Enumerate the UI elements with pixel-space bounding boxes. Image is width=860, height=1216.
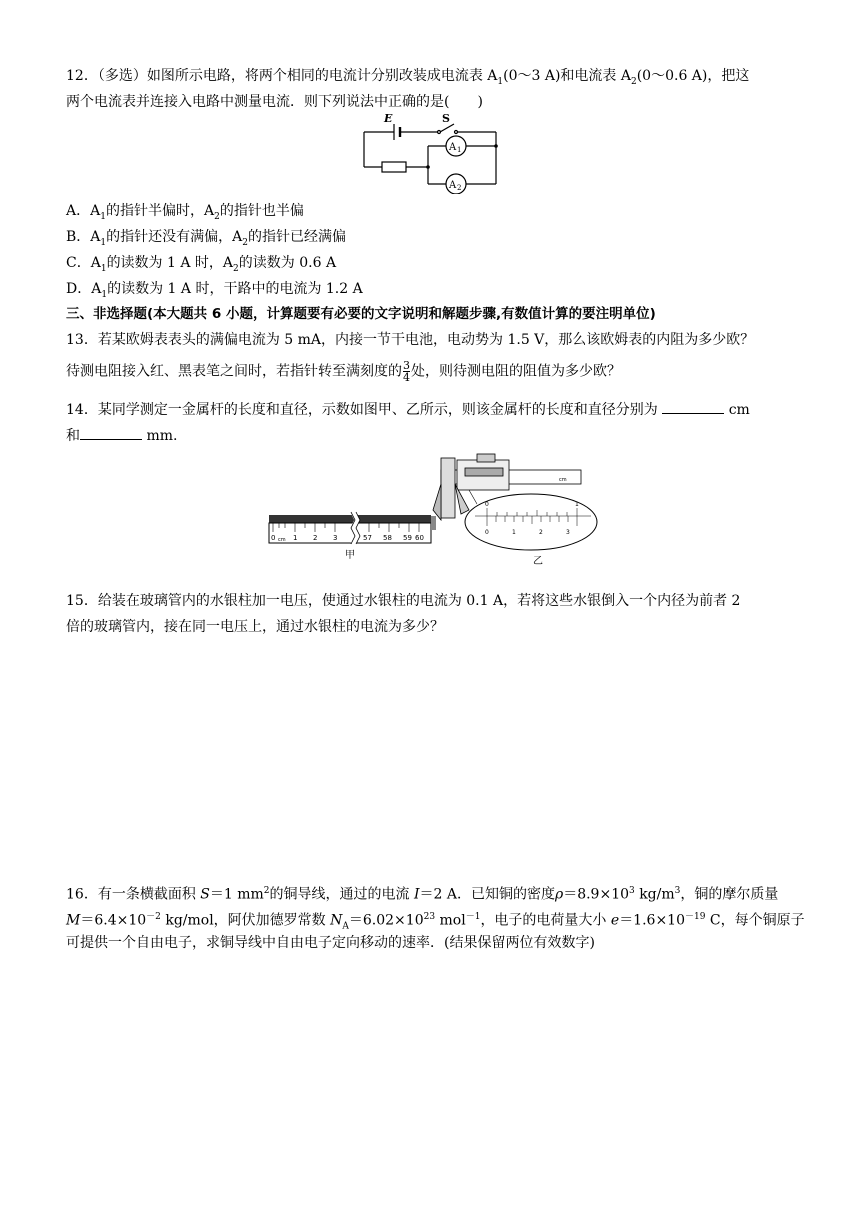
q15-line2: 倍的玻璃管内，接在同一电压上，通过水银柱的电流为多少？ (66, 619, 444, 635)
q12-option-a: A．$A_1$的指针半偏时，$A_2$的指针也半偏 (66, 203, 304, 222)
svg-text:57: 57 (363, 534, 372, 542)
label-A2: A (449, 180, 457, 191)
q12-option-b: B．$A_1$的指针还没有满偏，$A_2$的指针已经满偏 (66, 229, 346, 248)
label-A1: A (449, 142, 457, 153)
label-A1-sub: 1 (457, 146, 462, 154)
svg-text:0: 0 (485, 501, 489, 508)
q14-line1: 14．某同学测定一金属杆的长度和直径，示数如图甲、乙所示，则该金属杆的长度和直径分别为 cm (66, 402, 750, 418)
caliper-unit: cm (559, 477, 567, 483)
label-A2-sub: 2 (457, 184, 462, 192)
svg-text:2: 2 (539, 529, 543, 536)
section-three-heading: 三、非选择题(本大题共 6 小题，计算题要有必要的文字说明和解题步骤,有数值计算的要注明单位) (66, 306, 656, 322)
svg-text:1: 1 (293, 534, 298, 542)
q14-line2: 和 mm. (66, 428, 178, 444)
fraction-three-quarters: $\frac{3}{4}$ (403, 359, 410, 384)
label-yi: 乙 (533, 556, 543, 567)
svg-text:58: 58 (383, 534, 392, 542)
svg-text:1: 1 (575, 501, 579, 508)
svg-text:1: 1 (512, 529, 516, 536)
svg-text:60: 60 (415, 534, 424, 542)
svg-text:59: 59 (403, 534, 412, 542)
ruler-jia (269, 512, 436, 544)
svg-text:3: 3 (333, 534, 338, 542)
q12-option-c: C．$A_1$的读数为 1 A 时，$A_2$的读数为 0.6 A (66, 255, 337, 274)
circuit-diagram (360, 112, 510, 194)
q12-line2: 两个电流表并连接入电路中测量电流．则下列说法中正确的是( ) (66, 94, 483, 110)
label-jia: 甲 (345, 550, 355, 561)
svg-text:cm: cm (278, 537, 286, 543)
answer-blank-diameter[interactable] (80, 427, 142, 440)
svg-text:0: 0 (485, 529, 489, 536)
q16-line2: $M=6.4\times 10^{-2}$ kg/mol，阿伏加德罗常数 $N_A=6.02\times 10^{23}$ mol$^{-1}$，电子的电荷量大小 $e=1.6\times 10^{-19}$ C，每个铜原子 (66, 912, 805, 932)
q12-option-d: D．$A_1$的读数为 1 A 时，干路中的电流为 1.2 A (66, 281, 363, 300)
ruler-caliper-figure (265, 450, 605, 568)
svg-text:0: 0 (271, 534, 276, 542)
q16-line1: 16．有一条横截面积 S＝1 $mm^2$的铜导线，通过的电流 I＝2 A．已知铜的密度$\rho=8.9\times 10^3$ $kg/m^3$，铜的摩尔质量 (66, 886, 779, 903)
label-S: S (442, 112, 450, 125)
answer-blank-length[interactable] (662, 401, 724, 414)
label-E: E (384, 112, 393, 125)
svg-text:3: 3 (566, 529, 570, 536)
svg-text:2: 2 (313, 534, 318, 542)
q12-line1: 12．（多选）如图所示电路，将两个相同的电流计分别改装成电流表 $A_1(0\sim 3$ A)和电流表 $A_2(0\sim 0.6$ A)，把这 (66, 68, 750, 87)
q15-line1: 15．给装在玻璃管内的水银柱加一电压，使通过水银柱的电流为 0.1 A，若将这些水银倒入一个内径为前者 2 (66, 593, 741, 609)
q13-line2: 待测电阻接入红、黑表笔之间时，若指针转至满刻度的 $\frac{3}{4}$ 处，则待测电阻的阻值为多少欧？ (66, 359, 621, 384)
q16-line3: 可提供一个自由电子，求铜导线中自由电子定向移动的速率．(结果保留两位有效数字) (66, 935, 595, 951)
q13-line1: 13．若某欧姆表表头的满偏电流为 5 mA，内接一节干电池，电动势为 1.5 V，那么该欧姆表的内阻为多少欧？ (66, 332, 755, 348)
